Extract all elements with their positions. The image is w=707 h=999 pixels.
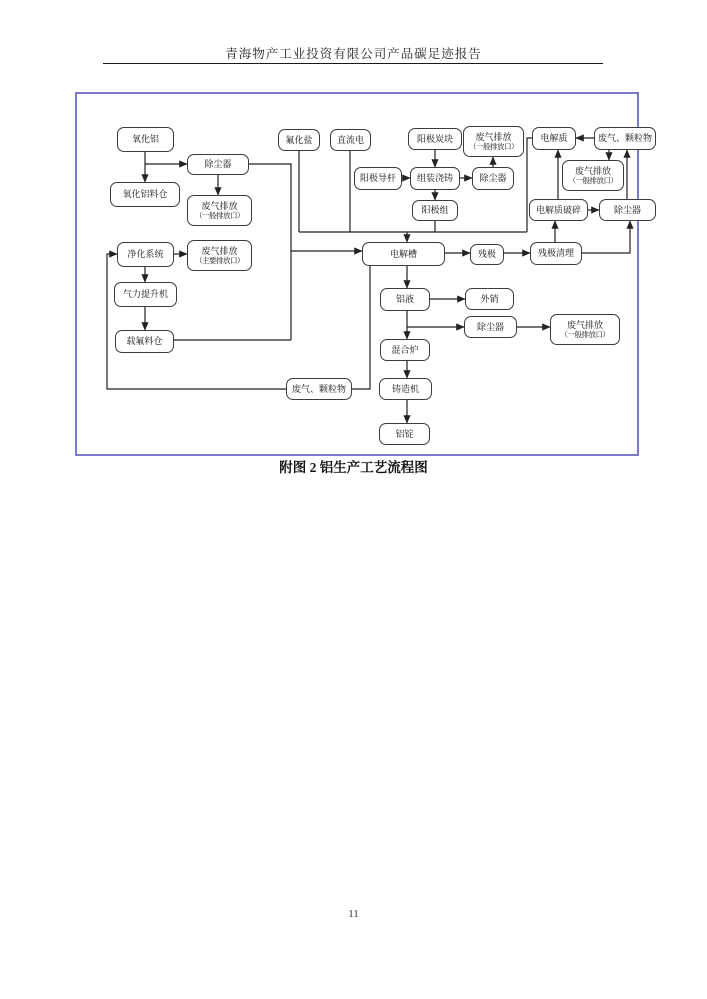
node-label: 电解质破碎 — [535, 204, 581, 215]
node-label: 组装浇铸 — [416, 173, 453, 184]
node-label: 废气、颗粒物 — [597, 133, 652, 144]
node-label: 废气、颗粒物 — [291, 383, 346, 394]
figure-frame — [75, 92, 652, 456]
node-casting-machine — [379, 378, 432, 400]
node-sublabel: （一般排放口） — [560, 330, 610, 340]
node-residual-anode-cleaning — [530, 242, 582, 265]
node-label: 阳极炭块 — [416, 133, 453, 144]
node-label: 废气排放 — [201, 245, 238, 256]
node-gas-particles-1 — [594, 127, 656, 150]
node-sublabel: （主要排放口） — [195, 256, 244, 266]
node-label: 除尘器 — [613, 204, 641, 215]
node-alumina — [117, 127, 174, 152]
node-sublabel: （一般排放口） — [469, 142, 518, 152]
node-label: 外销 — [480, 293, 499, 304]
node-label: 废气排放 — [574, 165, 611, 176]
node-label: 铸造机 — [391, 383, 419, 394]
node-label: 废气排放 — [475, 131, 512, 142]
node-aluminum-ingot — [379, 423, 430, 445]
node-gas-particles-2 — [286, 378, 352, 400]
node-label: 废气排放 — [566, 319, 603, 330]
node-label: 氧化铝 — [131, 134, 159, 145]
node-dust-collector-1 — [187, 154, 249, 175]
header-divider — [103, 63, 603, 64]
node-label: 废气排放 — [201, 200, 238, 211]
node-mixing-furnace — [380, 339, 430, 361]
node-assembly-casting — [410, 167, 460, 190]
node-exhaust-general-4 — [550, 314, 620, 345]
page-number: 11 — [348, 908, 359, 920]
node-pneumatic-lift — [114, 282, 177, 307]
node-anode-group — [412, 200, 458, 221]
page-header-title: 青海物产工业投资有限公司产品碳足迹报告 — [225, 47, 482, 61]
node-aluminum-liquid — [380, 288, 430, 311]
node-anode-guide-rod — [354, 167, 402, 190]
node-exhaust-general-1 — [187, 195, 252, 226]
node-dust-collector-4 — [464, 316, 517, 338]
node-exhaust-general-3 — [562, 160, 624, 191]
flow-edge — [352, 266, 370, 389]
node-label: 氟化盐 — [285, 134, 313, 145]
node-purification-system — [117, 242, 174, 267]
flow-edge — [249, 164, 291, 340]
node-label: 除尘器 — [204, 159, 232, 170]
node-electrolysis-cell — [362, 242, 445, 266]
node-exhaust-general-2 — [463, 126, 524, 157]
node-label: 阳极组 — [421, 205, 449, 216]
node-label: 电解槽 — [389, 248, 417, 259]
node-label: 气力提升机 — [122, 289, 168, 300]
node-dc-power — [330, 129, 371, 151]
node-fluoride-silo — [115, 330, 174, 353]
node-sublabel: （一般排放口） — [195, 211, 244, 221]
node-alumina-silo — [110, 182, 180, 207]
node-label: 阳极导杆 — [359, 173, 396, 184]
node-anode-carbon-block — [408, 128, 462, 150]
node-electrolyte-crushing — [529, 199, 588, 221]
node-external-sales — [465, 288, 514, 310]
node-residual-anode — [470, 244, 504, 265]
node-sublabel: （一般排放口） — [568, 176, 618, 186]
node-label: 除尘器 — [476, 321, 504, 332]
node-dust-collector-3 — [599, 199, 656, 221]
node-label: 残极清理 — [537, 248, 574, 259]
node-label: 残极 — [477, 249, 496, 260]
node-label: 除尘器 — [479, 173, 507, 184]
node-exhaust-main — [187, 240, 252, 271]
node-fluoride-salt — [278, 129, 320, 151]
node-label: 载氟料仓 — [126, 336, 163, 347]
figure-caption: 附图 2 铝生产工艺流程图 — [279, 460, 428, 475]
node-label: 电解质 — [540, 133, 568, 144]
node-label: 铝锭 — [395, 428, 414, 439]
node-dust-collector-2 — [472, 167, 514, 190]
node-electrolyte — [532, 127, 576, 150]
node-label: 铝液 — [395, 294, 414, 305]
node-label: 净化系统 — [127, 249, 164, 260]
node-label: 直流电 — [336, 134, 364, 145]
flow-edge — [107, 254, 286, 389]
flow-edge — [582, 221, 630, 253]
node-label: 混合炉 — [391, 344, 419, 355]
node-label: 氧化铝料仓 — [122, 189, 168, 200]
